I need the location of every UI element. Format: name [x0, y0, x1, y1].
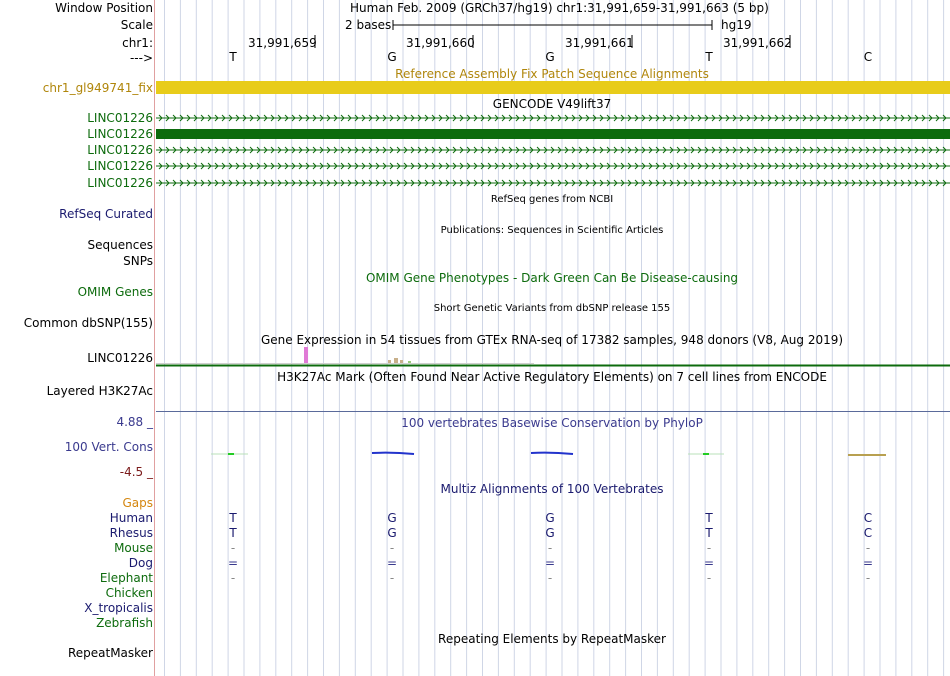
- coord-tick-2: 31,991,660: [406, 36, 475, 50]
- gtex-title[interactable]: Gene Expression in 54 tissues from GTEx RNA-seq of 17382 samples, 948 donors (V8, Aug 2019): [260, 333, 844, 347]
- gtex-expression-bars[interactable]: [156, 346, 950, 368]
- phylop-min: -4.5 _: [119, 465, 153, 479]
- dog-base-4: =: [703, 556, 715, 570]
- coord-tick-4: 31,991,662: [723, 36, 792, 50]
- species-x-tropicalis[interactable]: X_tropicalis: [84, 601, 153, 615]
- phylop-max: 4.88 _: [116, 415, 153, 429]
- dog-base-2: =: [386, 556, 398, 570]
- multiz-title[interactable]: Multiz Alignments of 100 Vertebrates: [440, 482, 664, 496]
- scale-bar: [392, 18, 716, 32]
- human-base-2: G: [387, 511, 397, 525]
- gencode-label-1[interactable]: LINC01226: [87, 111, 153, 125]
- fix-patch-label[interactable]: chr1_gl949741_fix: [42, 81, 153, 95]
- gencode-label-3[interactable]: LINC01226: [87, 143, 153, 157]
- rhesus-base-3: G: [545, 526, 555, 540]
- publications-title[interactable]: Publications: Sequences in Scientific Articles: [440, 225, 664, 236]
- species-mouse[interactable]: Mouse: [114, 541, 153, 555]
- species-chicken[interactable]: Chicken: [105, 586, 153, 600]
- phylop-label[interactable]: 100 Vert. Cons: [64, 440, 153, 454]
- publications-label-sequences[interactable]: Sequences: [87, 238, 153, 252]
- rhesus-base-1: T: [229, 526, 237, 540]
- mouse-base-1: -: [230, 541, 236, 555]
- species-dog[interactable]: Dog: [128, 556, 153, 570]
- mouse-base-5: -: [865, 541, 871, 555]
- mouse-base-4: -: [706, 541, 712, 555]
- elephant-base-3: -: [547, 571, 553, 585]
- h3k27ac-baseline: [156, 411, 950, 412]
- multiz-gaps-label[interactable]: Gaps: [122, 496, 153, 510]
- base-2: G: [387, 50, 397, 64]
- phylop-title[interactable]: 100 vertebrates Basewise Conservation by PhyloP: [401, 416, 703, 430]
- human-base-4: T: [705, 511, 713, 525]
- refseq-label[interactable]: RefSeq Curated: [59, 207, 153, 221]
- gencode-title[interactable]: GENCODE V49lift37: [492, 97, 612, 111]
- species-elephant[interactable]: Elephant: [99, 571, 153, 585]
- gtex-label[interactable]: LINC01226: [87, 351, 153, 365]
- h3k27ac-label[interactable]: Layered H3K27Ac: [46, 384, 153, 398]
- base-5: C: [863, 50, 873, 64]
- species-human[interactable]: Human: [109, 511, 153, 525]
- gencode-label-5[interactable]: LINC01226: [87, 176, 153, 190]
- rhesus-base-5: C: [863, 526, 873, 540]
- gencode-exon-2[interactable]: [156, 129, 950, 139]
- h3k27ac-title[interactable]: H3K27Ac Mark (Often Found Near Active Regulatory Elements) on 7 cell lines from ENCODE: [277, 370, 827, 384]
- refseq-title[interactable]: RefSeq genes from NCBI: [490, 194, 614, 205]
- fix-patch-bar[interactable]: [156, 81, 950, 94]
- chrom-label: chr1:: [122, 36, 153, 50]
- elephant-base-5: -: [865, 571, 871, 585]
- omim-label[interactable]: OMIM Genes: [77, 285, 153, 299]
- species-zebrafish[interactable]: Zebrafish: [96, 616, 153, 630]
- gencode-intron-5[interactable]: [156, 177, 950, 189]
- base-4: T: [705, 50, 713, 64]
- scale-text: 2 bases: [345, 18, 392, 32]
- dog-base-5: =: [862, 556, 874, 570]
- elephant-base-2: -: [389, 571, 395, 585]
- dog-base-1: =: [227, 556, 239, 570]
- gencode-label-2[interactable]: LINC01226: [87, 127, 153, 141]
- mouse-base-2: -: [389, 541, 395, 555]
- species-rhesus[interactable]: Rhesus: [109, 526, 153, 540]
- phylop-scores[interactable]: [156, 448, 950, 460]
- gencode-intron-1[interactable]: [156, 112, 950, 124]
- gencode-intron-3[interactable]: [156, 144, 950, 156]
- base-1: T: [229, 50, 237, 64]
- dbsnp-title[interactable]: Short Genetic Variants from dbSNP release 155: [433, 303, 671, 314]
- gencode-intron-4[interactable]: [156, 160, 950, 172]
- window-position-label: Window Position: [55, 1, 153, 15]
- coord-tick-3: 31,991,661: [565, 36, 634, 50]
- coord-tick-marks: [0, 35, 950, 49]
- rhesus-base-2: G: [387, 526, 397, 540]
- strand-label: --->: [129, 51, 153, 65]
- elephant-base-1: -: [230, 571, 236, 585]
- dog-base-3: =: [544, 556, 556, 570]
- dbsnp-label[interactable]: Common dbSNP(155): [23, 316, 153, 330]
- human-base-3: G: [545, 511, 555, 525]
- base-3: G: [545, 50, 555, 64]
- human-base-1: T: [229, 511, 237, 525]
- human-base-5: C: [863, 511, 873, 525]
- scale-label: Scale: [120, 18, 153, 32]
- omim-title[interactable]: OMIM Gene Phenotypes - Dark Green Can Be Disease-causing: [365, 271, 739, 285]
- coord-tick-1: 31,991,659: [248, 36, 317, 50]
- elephant-base-4: -: [706, 571, 712, 585]
- scale-db: hg19: [721, 18, 752, 32]
- publications-label-snps[interactable]: SNPs: [123, 254, 153, 268]
- repeatmasker-title[interactable]: Repeating Elements by RepeatMasker: [438, 632, 666, 646]
- assembly-position[interactable]: Human Feb. 2009 (GRCh37/hg19) chr1:31,991,659-31,991,663 (5 bp): [350, 1, 769, 15]
- rhesus-base-4: T: [705, 526, 713, 540]
- fix-patch-title[interactable]: Reference Assembly Fix Patch Sequence Alignments: [395, 67, 709, 81]
- gencode-label-4[interactable]: LINC01226: [87, 159, 153, 173]
- mouse-base-3: -: [547, 541, 553, 555]
- repeatmasker-label[interactable]: RepeatMasker: [67, 646, 153, 660]
